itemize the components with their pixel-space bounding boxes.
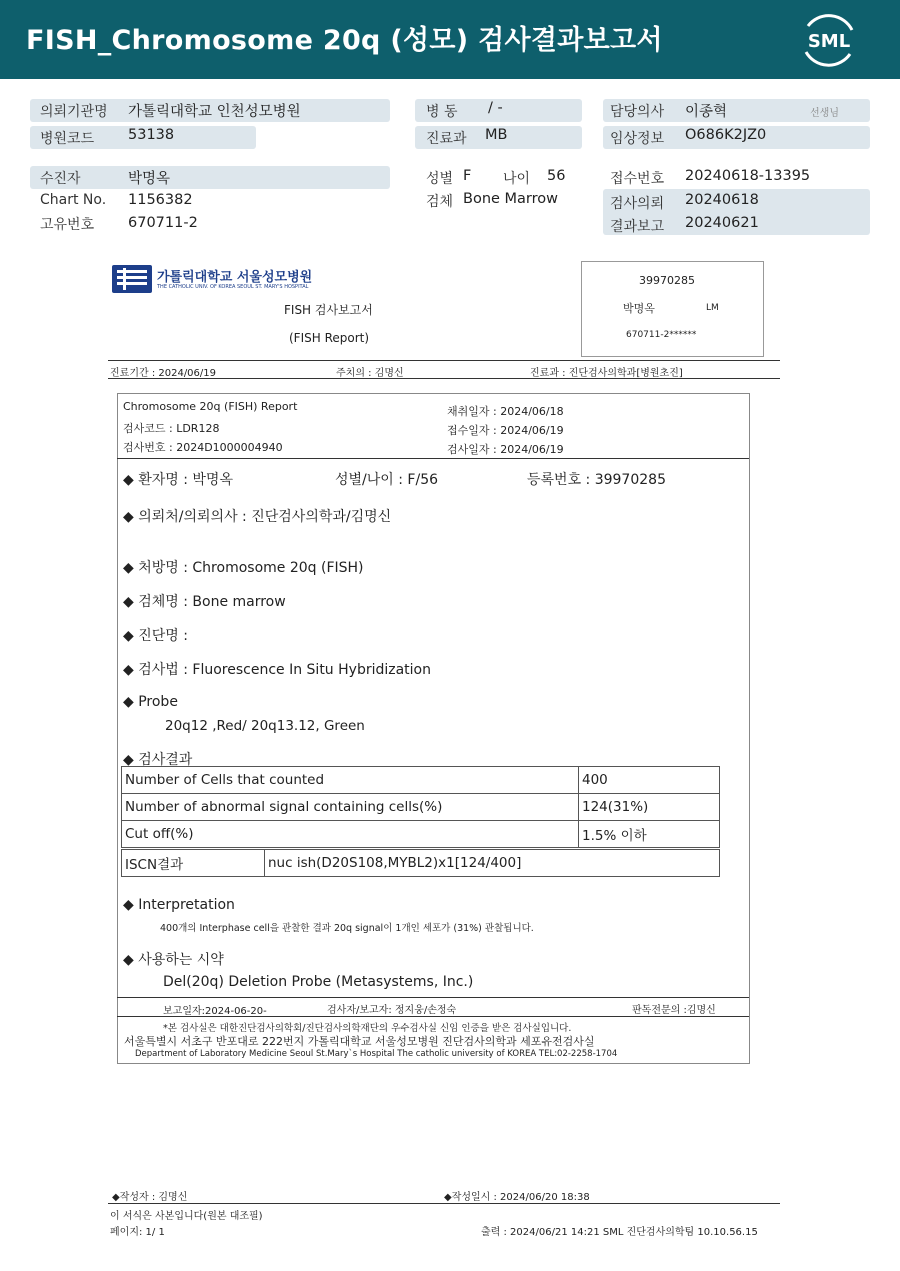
info-bar-patient [30, 166, 390, 189]
doctor-suffix: 선생님 [810, 108, 839, 119]
table-row [122, 850, 720, 877]
section-probe: ◆ Probe [123, 694, 178, 710]
visit-date: 진료기간 : 2024/06/19 [110, 368, 217, 379]
test-number: 검사번호 : 2024D1000004940 [123, 441, 283, 454]
recv-no-value: 20240618-13395 [685, 168, 811, 184]
table-row [122, 794, 720, 821]
footer-department: Department of Laboratory Medicine Seoul St.Mary`s Hospital The catholic university of KOREA TEL:02-2258-1704 [135, 1049, 618, 1059]
receive-date: 접수일자 : 2024/06/19 [447, 424, 564, 437]
req-org-value: 가톨릭대학교 인천성모병원 [128, 104, 301, 120]
chart-label: Chart No. [40, 192, 107, 208]
report-header [0, 0, 900, 79]
box-code: LM [706, 303, 719, 313]
interpretation-text: 400개의 Interphase cell을 관찰한 결과 20q signal이 1개인 세포가 (31%) 관찰됩니다. [160, 923, 534, 934]
doctor-value: 이종혁 [685, 104, 728, 120]
section-sex-age: 성별/나이 : F/56 [335, 472, 439, 488]
section-specimen: ◆ 검체명 : Bone marrow [123, 594, 286, 610]
result-value: 124(31%) [579, 794, 720, 821]
result-label: Number of Cells that counted [122, 767, 579, 794]
iscn-table [121, 849, 720, 877]
probe-value: 20q12 ,Red/ 20q13.12, Green [165, 718, 365, 734]
patient-value: 박명옥 [128, 171, 171, 187]
clinical-value: O686K2JZ0 [685, 127, 767, 143]
result-label: Cut off(%) [122, 821, 579, 848]
specimen-label: 검체 [426, 194, 454, 210]
visit-dept: 진료과 : 진단검사의학과[병원초진] [530, 368, 683, 379]
section-interpretation: ◆ Interpretation [123, 897, 235, 913]
table-row [122, 821, 720, 848]
printed-info: 출력 : 2024/06/21 14:21 SML 진단검사의학팀 10.10.56.15 [481, 1227, 758, 1238]
sex-label: 성별 [426, 171, 454, 187]
specimen-value: Bone Marrow [463, 191, 559, 207]
ward-label: 병 동 [426, 104, 458, 120]
recv-no-label: 접수번호 [610, 171, 665, 187]
hospital-sub: THE CATHOLIC UNIV. OF KOREA SEOUL ST. MARY'S HOSPITAL [157, 284, 309, 290]
hosp-code-value: 53138 [128, 127, 175, 143]
table-row [122, 767, 720, 794]
reagent-value: Del(20q) Deletion Probe (Metasystems, Inc.) [163, 974, 474, 990]
collect-date: 채취일자 : 2024/06/18 [447, 405, 564, 418]
result-table [121, 766, 720, 848]
iscn-value: nuc ish(D20S108,MYBL2)x1[124/400] [265, 850, 720, 877]
uid-value: 670711-2 [128, 215, 198, 231]
copy-note: 이 서식은 사본입니다(원본 대조필) [110, 1211, 263, 1222]
ward-value: / - [488, 100, 503, 116]
page-number: 페이지: 1/ 1 [110, 1227, 165, 1238]
uid-label: 고유번호 [40, 217, 95, 233]
section-method: ◆ 검사법 : Fluorescence In Situ Hybridization [123, 662, 431, 678]
box-id: 670711-2****** [626, 330, 697, 340]
section-requester: ◆ 의뢰처/의뢰의사 : 진단검사의학과/김명신 [123, 509, 392, 525]
box-name: 박명옥 [623, 302, 655, 315]
footer-accreditation: *본 검사실은 대한진단검사의학회/진단검사의학재단의 우수검사실 신임 인증을 받은 검사실입니다. [163, 1023, 572, 1034]
writer: ◆작성자 : 김명신 [112, 1192, 188, 1203]
req-org-label: 의뢰기관명 [40, 104, 108, 120]
patient-label: 수진자 [40, 171, 81, 187]
test-name: Chromosome 20q (FISH) Report [123, 400, 298, 413]
result-label: Number of abnormal signal containing cells(%) [122, 794, 579, 821]
age-value: 56 [547, 168, 566, 184]
fish-report-title: FISH 검사보고서 [284, 303, 373, 317]
dept-value: MB [485, 127, 508, 143]
sex-value: F [463, 168, 472, 184]
section-order: ◆ 처방명 : Chromosome 20q (FISH) [123, 560, 364, 576]
age-label: 나이 [503, 171, 531, 187]
examiner: 검사자/보고자: 정지웅/손정숙 [327, 1005, 457, 1016]
clinical-label: 임상정보 [610, 131, 665, 147]
report-date-label: 결과보고 [610, 219, 665, 235]
logo-text: SML [807, 31, 851, 52]
box-number: 39970285 [639, 274, 695, 287]
dept-label: 진료과 [426, 131, 467, 147]
req-date-label: 검사의뢰 [610, 196, 665, 212]
result-value: 1.5% 이하 [579, 821, 720, 848]
chart-value: 1156382 [128, 192, 193, 208]
section-reagent: ◆ 사용하는 시약 [123, 952, 224, 968]
section-result: ◆ 검사결과 [123, 752, 193, 768]
report-title: FISH_Chromosome 20q (성모) 검사결과보고서 [26, 25, 663, 56]
fish-report-title-en: (FISH Report) [289, 331, 370, 345]
doctor-label: 담당의사 [610, 104, 665, 120]
section-patient: ◆ 환자명 : 박명옥 [123, 472, 233, 488]
reading-doctor: 판독전문의 :김명신 [632, 1005, 716, 1016]
result-value: 400 [579, 767, 720, 794]
hospital-name: 가톨릭대학교 서울성모병원 [157, 270, 313, 285]
report-day: 보고일자:2024-06-20- [163, 1006, 267, 1017]
section-reg-no: 등록번호 : 39970285 [527, 472, 666, 488]
write-time: ◆작성일시 : 2024/06/20 18:38 [444, 1192, 590, 1203]
section-diagnosis: ◆ 진단명 : [123, 628, 188, 644]
hospital-emblem-icon [111, 264, 153, 294]
report-date-value: 20240621 [685, 215, 759, 231]
exam-date: 검사일자 : 2024/06/19 [447, 443, 564, 456]
iscn-label: ISCN결과 [122, 850, 265, 877]
attending-doctor: 주치의 : 김명신 [336, 368, 404, 379]
req-date-value: 20240618 [685, 192, 759, 208]
footer-address: 서울특별시 서초구 반포대로 222번지 가톨릭대학교 서울성모병원 진단검사의학과 세포유전검사실 [124, 1035, 595, 1048]
sml-logo [798, 10, 860, 70]
hosp-code-label: 병원코드 [40, 131, 95, 147]
test-code: 검사코드 : LDR128 [123, 422, 220, 435]
